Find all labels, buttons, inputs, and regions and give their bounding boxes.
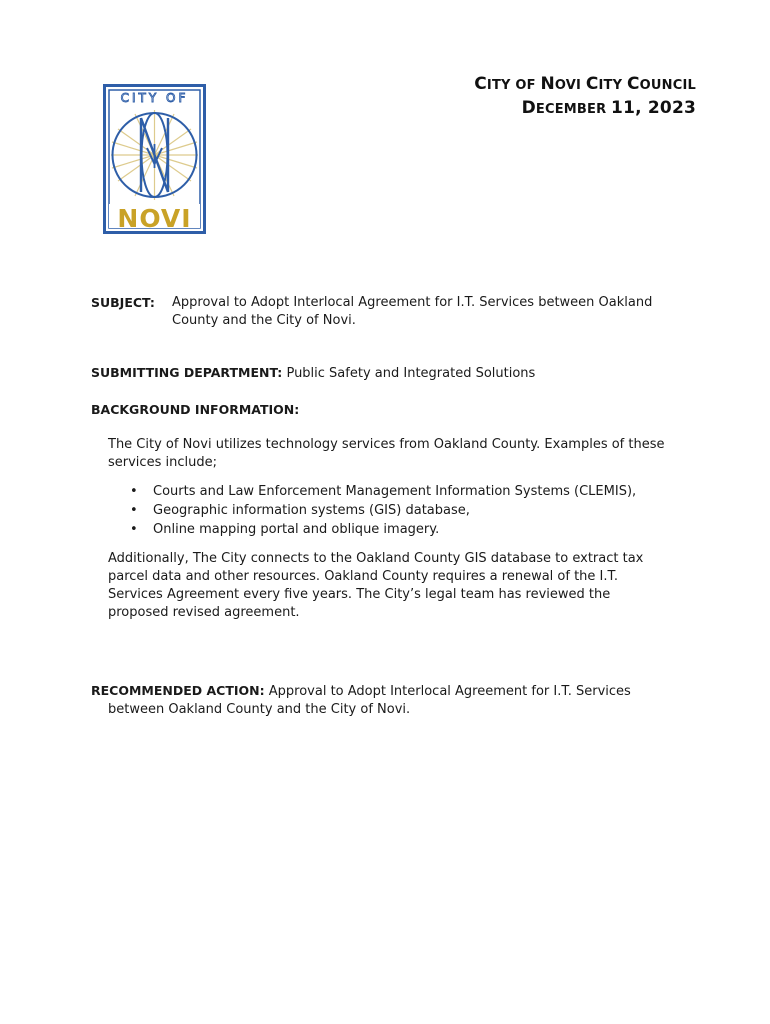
submitting-department [91, 364, 691, 383]
svg-text:CITY OF: CITY OF [120, 91, 189, 105]
recommended-action: RECOMMENDED ACTION: Approval to Adopt Interlocal Agreement for I.T. Services between Oakland County and the City of Novi. [91, 683, 631, 717]
background-paragraph: The City of Novi utilizes technology services from Oakland County. Examples of these services include; [108, 437, 665, 470]
meeting-date: DECEMBER 11, 2023 [521, 98, 696, 118]
city-of-novi-logo [103, 84, 206, 234]
background-heading: BACKGROUND INFORMATION: [91, 402, 300, 417]
subject-label: SUBJECT: [91, 295, 155, 310]
document-header [474, 74, 696, 118]
additional-paragraph: Additionally, The City connects to the Oakland County GIS database to extract tax parcel data and other resources. Oakland County requires a renewal of the I.T. Services Agreement every five years. The City’s legal team has reviewed the proposed revised agreement. [108, 551, 644, 620]
bullet-icon: • [130, 484, 138, 499]
list-item: • Online mapping portal and oblique imagery. [130, 522, 440, 537]
list-item: • Geographic information systems (GIS) database, [130, 503, 470, 518]
subject-text: Approval to Adopt Interlocal Agreement for I.T. Services between Oakland County and the City of Novi. [172, 295, 653, 328]
list-item: • Courts and Law Enforcement Management Information Systems (CLEMIS), [130, 484, 637, 499]
bullet-icon: • [130, 503, 138, 518]
department-label: SUBMITTING DEPARTMENT: [91, 365, 283, 380]
bullet-icon: • [130, 522, 138, 537]
recommended-label: RECOMMENDED ACTION: [91, 683, 265, 698]
svg-text:NOVI: NOVI [117, 204, 192, 233]
department-value: Public Safety and Integrated Solutions [286, 366, 536, 381]
council-title: CITY OF NOVI CITY COUNCIL [474, 74, 696, 94]
services-list [130, 483, 690, 540]
